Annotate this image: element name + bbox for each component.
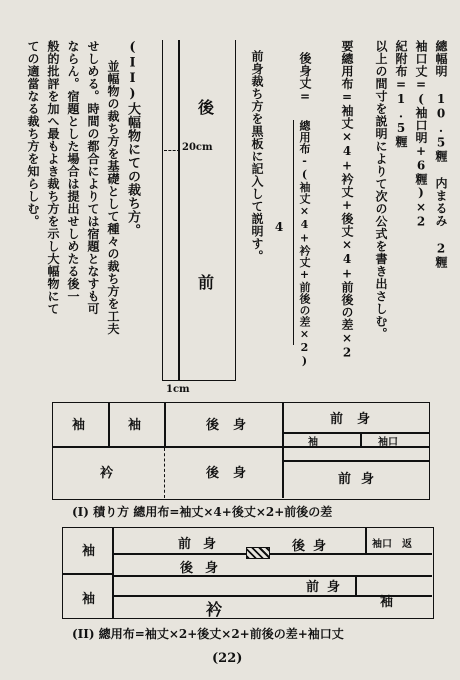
diagram-2-col-1 bbox=[112, 527, 114, 619]
diagram-2-col-3 bbox=[355, 575, 357, 596]
d1-sode-small: 袖 bbox=[308, 437, 318, 448]
section-para-1: 並幅物の裁ち方を基礎として種々の裁ち方を工夫 bbox=[106, 60, 120, 335]
section-para-2: せしめる。時間の都合によりては宿題となすも可 bbox=[86, 40, 100, 315]
tall-figure-dash bbox=[164, 150, 180, 151]
text-line-5: 要總用布=袖丈×4+衿丈+後丈×4+前後の差×2 bbox=[340, 40, 354, 360]
formula-denominator: 4 bbox=[272, 220, 286, 235]
page-number: (22) bbox=[212, 651, 243, 666]
diagram-1-col-1 bbox=[108, 402, 110, 447]
d1-ushiromi: 後身 bbox=[206, 418, 261, 433]
diagram-1-caption: (I) 積り方 總用布=袖丈×4+後丈×2+前後の差 bbox=[72, 505, 333, 519]
diagram-2-col-2 bbox=[365, 527, 367, 554]
d2-ushiro-2: 後身 bbox=[180, 561, 231, 576]
diagram-2-hatched-piece bbox=[246, 547, 270, 559]
d2-side-1: 袖 bbox=[82, 544, 96, 559]
tall-figure-mark-20: 20cm bbox=[182, 142, 213, 153]
tall-figure bbox=[162, 40, 236, 381]
diagram-1-sub-line bbox=[282, 432, 430, 434]
diagram-1-dash-col bbox=[164, 448, 165, 498]
diagram-2-row-2 bbox=[112, 575, 432, 577]
text-line-4: 以上の間寸を説明によりて次の公式を書き出さしむ。 bbox=[374, 40, 388, 340]
text-line-3: 紀附布=1.5糎 bbox=[394, 40, 408, 148]
diagram-2-caption: (II) 總用布=袖丈×2+後丈×2+前後の差+袖口丈 bbox=[72, 627, 344, 641]
section-para-3: ならん。宿題とした場合は提出せしめたる後一 bbox=[66, 40, 80, 303]
tall-figure-mark-1: 1cm bbox=[166, 384, 190, 395]
tall-figure-inner-line bbox=[178, 40, 180, 380]
d1-sodeguchi: 袖口 bbox=[378, 437, 398, 448]
d2-mae-2: 前身 bbox=[306, 580, 349, 595]
tall-figure-label-mae: 前 bbox=[198, 273, 215, 292]
diagram-2-left-split bbox=[62, 573, 112, 575]
tall-figure-label-ushiro: 後 bbox=[198, 98, 215, 117]
d1-maemi-2: 前身 bbox=[338, 472, 385, 487]
d2-ushiro-1: 後身 bbox=[292, 539, 335, 554]
d2-side-2: 袖 bbox=[82, 592, 96, 607]
d1-ushiromi-2: 後身 bbox=[206, 466, 261, 481]
d1-maemi: 前身 bbox=[330, 412, 385, 427]
section-para-4: 般的批評を加へ最もよき裁ち方を示し大幅物にて bbox=[46, 40, 60, 315]
text-line-2: 袖口丈=(袖口明+6糎)×2 bbox=[414, 40, 428, 229]
d2-sodeguchi: 袖口 bbox=[372, 539, 392, 550]
d1-sode-1: 袖 bbox=[72, 418, 86, 433]
d1-okumi: 衿 bbox=[100, 466, 114, 481]
text-line-1: 總幅明 10.5糎 内まるみ 2糎 bbox=[434, 40, 448, 269]
d2-sode-bottom: 袖 bbox=[380, 595, 394, 610]
diagram-2-row-1 bbox=[112, 553, 432, 555]
diagram-1-col-2 bbox=[164, 402, 166, 447]
d2-mae-1: 前身 bbox=[178, 537, 229, 552]
formula-label: 後身丈= bbox=[298, 52, 312, 104]
diagram-1-sub-col bbox=[360, 432, 362, 446]
fraction-bar bbox=[293, 120, 295, 345]
section-heading: (II)大幅物にての裁ち方。 bbox=[125, 40, 140, 237]
d2-kaeshi: 返 bbox=[402, 539, 412, 550]
diagram-1-sub-line-2 bbox=[282, 460, 430, 462]
text-line-7: 前身裁ち方を黒板に記入して説明す。 bbox=[250, 50, 264, 263]
d2-okumi: 衿 bbox=[206, 600, 223, 619]
d1-sode-2: 袖 bbox=[128, 418, 142, 433]
section-para-5: ての適當なる裁ち方を知らしむ。 bbox=[26, 40, 40, 228]
diagram-1-col-3 bbox=[282, 402, 284, 498]
formula-numerator: 總用布-(袖丈×4+衿丈+前後の差×2) bbox=[298, 120, 311, 368]
